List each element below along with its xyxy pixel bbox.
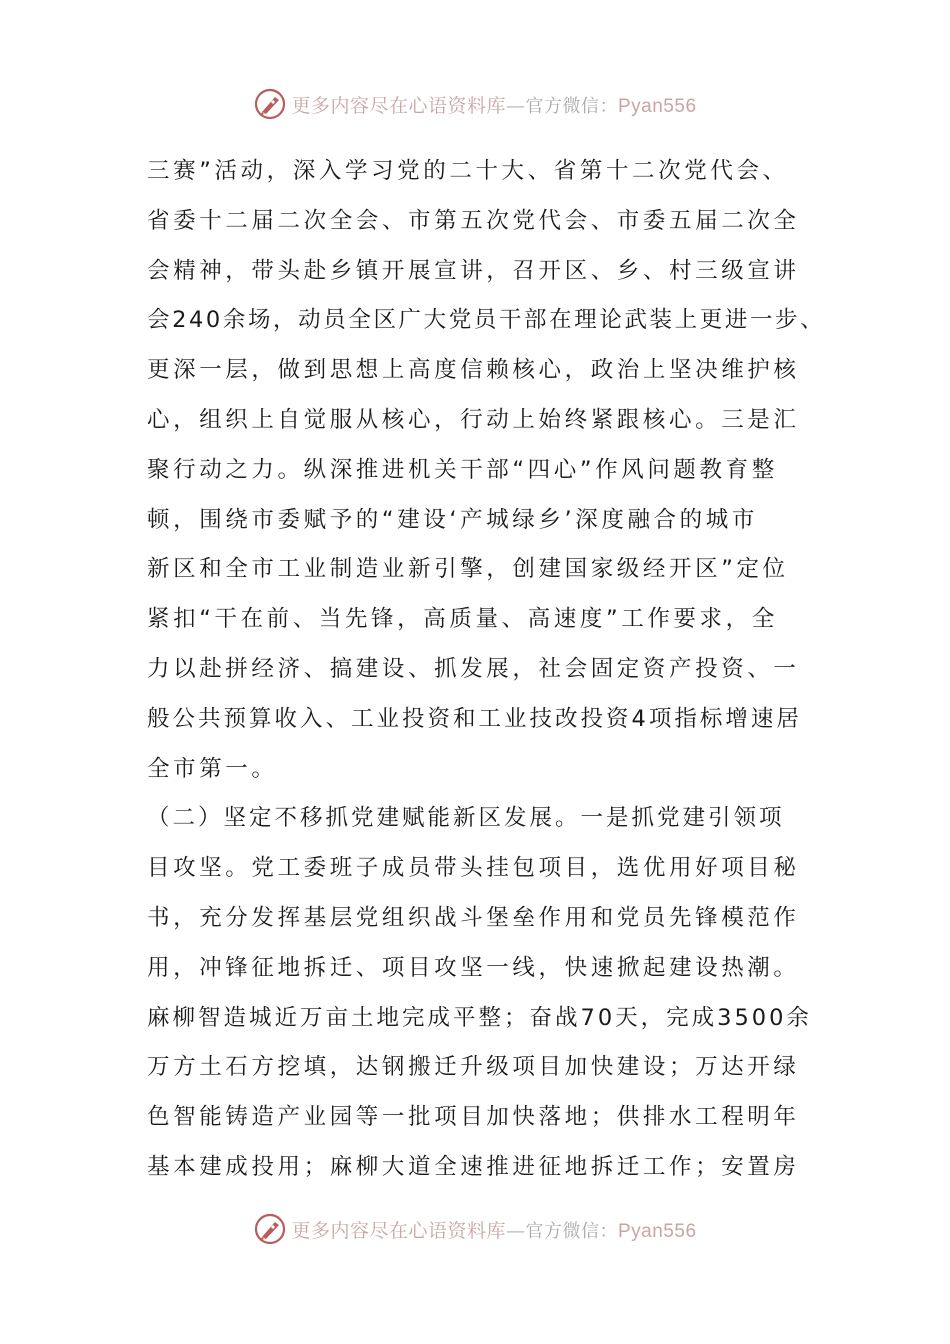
pen-nib-circle-icon — [253, 87, 287, 121]
document-body — [147, 147, 826, 1193]
text-line: 省委十二届二次全会、市第五次党代会、市委五届二次全 — [147, 207, 800, 234]
text-line: 聚行动之力。纵深推进机关干部“四心”作风问题教育整 — [147, 456, 778, 483]
text-line: 麻柳智造城近万亩土地完成平整；奋战70天，完成3500余 — [147, 1004, 812, 1031]
text-line: 会240余场，动员全区广大党员干部在理论武装上更进一步、 — [147, 307, 826, 334]
text-line: 顿，围绕市委赋予的“建设‘产城绿乡’深度融合的城市 — [147, 506, 758, 533]
watermark-label: 官方微信： — [525, 95, 618, 117]
watermark-brand: 更多内容尽在心语资料库 — [291, 1219, 506, 1242]
watermark-label: 官方微信： — [525, 1220, 618, 1242]
watermark-wechat-id: Pyan556 — [618, 1220, 697, 1242]
text-line: 会精神，带头赴乡镇开展宣讲，召开区、乡、村三级宣讲 — [147, 257, 800, 284]
text-line: 新区和全市工业制造业新引擎，创建国家级经开区”定位 — [147, 556, 789, 583]
watermark-separator: — — [506, 1219, 526, 1242]
text-line: 基本建成投用；麻柳大道全速推进征地拆迁工作；安置房 — [147, 1153, 800, 1180]
watermark-separator: — — [506, 94, 526, 117]
footer-watermark — [0, 1209, 950, 1249]
header-watermark — [0, 84, 950, 124]
watermark-text — [291, 91, 696, 118]
text-line: 更深一层，做到思想上高度信赖核心，政治上坚决维护核 — [147, 357, 800, 384]
text-line: 目攻坚。党工委班子成员带头挂包项目，选优用好项目秘 — [147, 855, 800, 882]
watermark-wechat-id: Pyan556 — [618, 95, 697, 117]
watermark-brand: 更多内容尽在心语资料库 — [291, 94, 506, 117]
pen-nib-circle-icon — [253, 1212, 287, 1246]
text-line: 全市第一。 — [147, 755, 278, 782]
watermark-text — [291, 1216, 696, 1243]
text-line: 心，组织上自觉服从核心，行动上始终紧跟核心。三是汇 — [147, 406, 800, 433]
text-line: 书，充分发挥基层党组织战斗堡垒作用和党员先锋模范作 — [147, 904, 800, 931]
section-heading-line: （二）坚定不移抓党建赋能新区发展。一是抓党建引领项 — [147, 805, 785, 832]
text-line: 万方土石方挖填，达钢搬迁升级项目加快建设；万达开绿 — [147, 1054, 800, 1081]
text-line: 般公共预算收入、工业投资和工业技改投资4项指标增速居 — [147, 705, 802, 732]
text-line: 色智能铸造产业园等一批项目加快落地；供排水工程明年 — [147, 1104, 800, 1131]
text-line: 用，冲锋征地拆迁、项目攻坚一线，快速掀起建设热潮。 — [147, 954, 800, 981]
text-line: 三赛”活动，深入学习党的二十大、省第十二次党代会、 — [147, 158, 789, 184]
text-line: 紧扣“干在前、当先锋，高质量、高速度”工作要求，全 — [147, 606, 778, 633]
text-line: 力以赴拼经济、搞建设、抓发展，社会固定资产投资、一 — [147, 655, 800, 682]
